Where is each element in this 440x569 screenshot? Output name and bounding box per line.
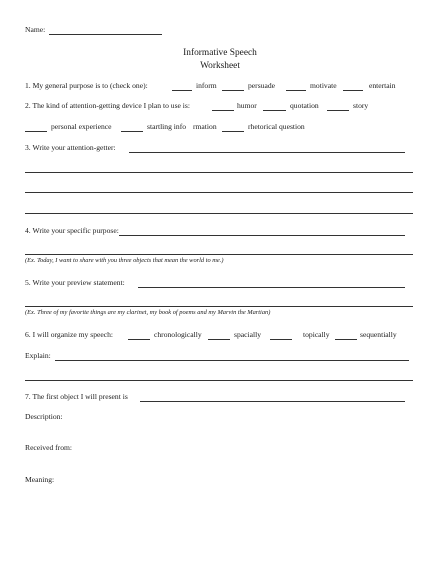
- q6-option-spacially: spacially: [234, 330, 261, 339]
- q6-option-sequentially: sequentially: [360, 330, 397, 339]
- q6-option-topically: topically: [303, 330, 330, 339]
- q1-option-inform: inform: [196, 81, 217, 90]
- q7-answer-line[interactable]: [140, 401, 405, 402]
- q7-description-label: Description:: [25, 412, 63, 421]
- q1-motivate-blank[interactable]: [286, 90, 306, 91]
- worksheet-subtitle: Worksheet: [200, 61, 240, 71]
- q2-option-fragment: rmation: [193, 122, 217, 131]
- q1-option-motivate: motivate: [310, 81, 337, 90]
- q2-prompt: 2. The kind of attention-getting device I plan to use is:: [25, 101, 190, 110]
- q6-spacially-blank[interactable]: [208, 339, 230, 340]
- q5-answer-line[interactable]: [138, 287, 405, 288]
- q4-answer-line[interactable]: [25, 254, 413, 255]
- q2-story-blank[interactable]: [327, 110, 349, 111]
- q7-prompt: 7. The first object I will present is: [25, 392, 128, 401]
- q3-answer-line[interactable]: [25, 192, 413, 193]
- q2-humor-blank[interactable]: [212, 110, 234, 111]
- q6-prompt: 6. I will organize my speech:: [25, 330, 114, 339]
- q7-meaning-label: Meaning:: [25, 475, 55, 484]
- q1-prompt: 1. My general purpose is to (check one):: [25, 81, 148, 90]
- q2-option-rhetorical-question: rhetorical question: [248, 122, 305, 131]
- worksheet-title: Informative Speech: [183, 48, 257, 58]
- q2-option-personal-experience: personal experience: [51, 122, 112, 131]
- q6-topically-blank[interactable]: [270, 339, 292, 340]
- q4-prompt: 4. Write your specific purpose:: [25, 226, 119, 235]
- q6-explain-line[interactable]: [25, 380, 413, 381]
- q1-option-persuade: persuade: [248, 81, 275, 90]
- q1-entertain-blank[interactable]: [343, 90, 363, 91]
- q3-answer-line[interactable]: [129, 152, 405, 153]
- q5-prompt: 5. Write your preview statement:: [25, 278, 125, 287]
- q5-answer-line[interactable]: [25, 306, 413, 307]
- q2-option-story: story: [353, 101, 369, 110]
- name-field[interactable]: [49, 34, 162, 35]
- q1-inform-blank[interactable]: [172, 90, 192, 91]
- q2-startling-info-blank[interactable]: [121, 131, 143, 132]
- q2-rhetorical-question-blank[interactable]: [222, 131, 244, 132]
- q5-example: (Ex. Three of my favorite things are my clarinet, my book of poems and my Marvin the Martian): [25, 309, 271, 316]
- q6-explain-label: Explain:: [25, 351, 51, 360]
- q4-answer-line[interactable]: [119, 235, 405, 236]
- q6-explain-line[interactable]: [55, 360, 409, 361]
- q6-chronologically-blank[interactable]: [128, 339, 150, 340]
- q3-prompt: 3. Write your attention-getter:: [25, 143, 116, 152]
- q2-option-startling-info: startling info: [147, 122, 187, 131]
- q2-personal-experience-blank[interactable]: [25, 131, 47, 132]
- q6-option-chronologically: chronologically: [154, 330, 202, 339]
- q1-persuade-blank[interactable]: [222, 90, 244, 91]
- q4-example: (Ex. Today, I want to share with you three objects that mean the world to me.): [25, 257, 224, 264]
- q2-quotation-blank[interactable]: [263, 110, 286, 111]
- q3-answer-line[interactable]: [25, 172, 413, 173]
- q2-option-humor: humor: [237, 101, 257, 110]
- q2-option-quotation: quotation: [290, 101, 319, 110]
- q1-option-entertain: entertain: [369, 81, 396, 90]
- q6-sequentially-blank[interactable]: [335, 339, 357, 340]
- q3-answer-line[interactable]: [25, 213, 413, 214]
- name-label: Name:: [25, 25, 46, 34]
- q7-received-from-label: Received from:: [25, 443, 73, 452]
